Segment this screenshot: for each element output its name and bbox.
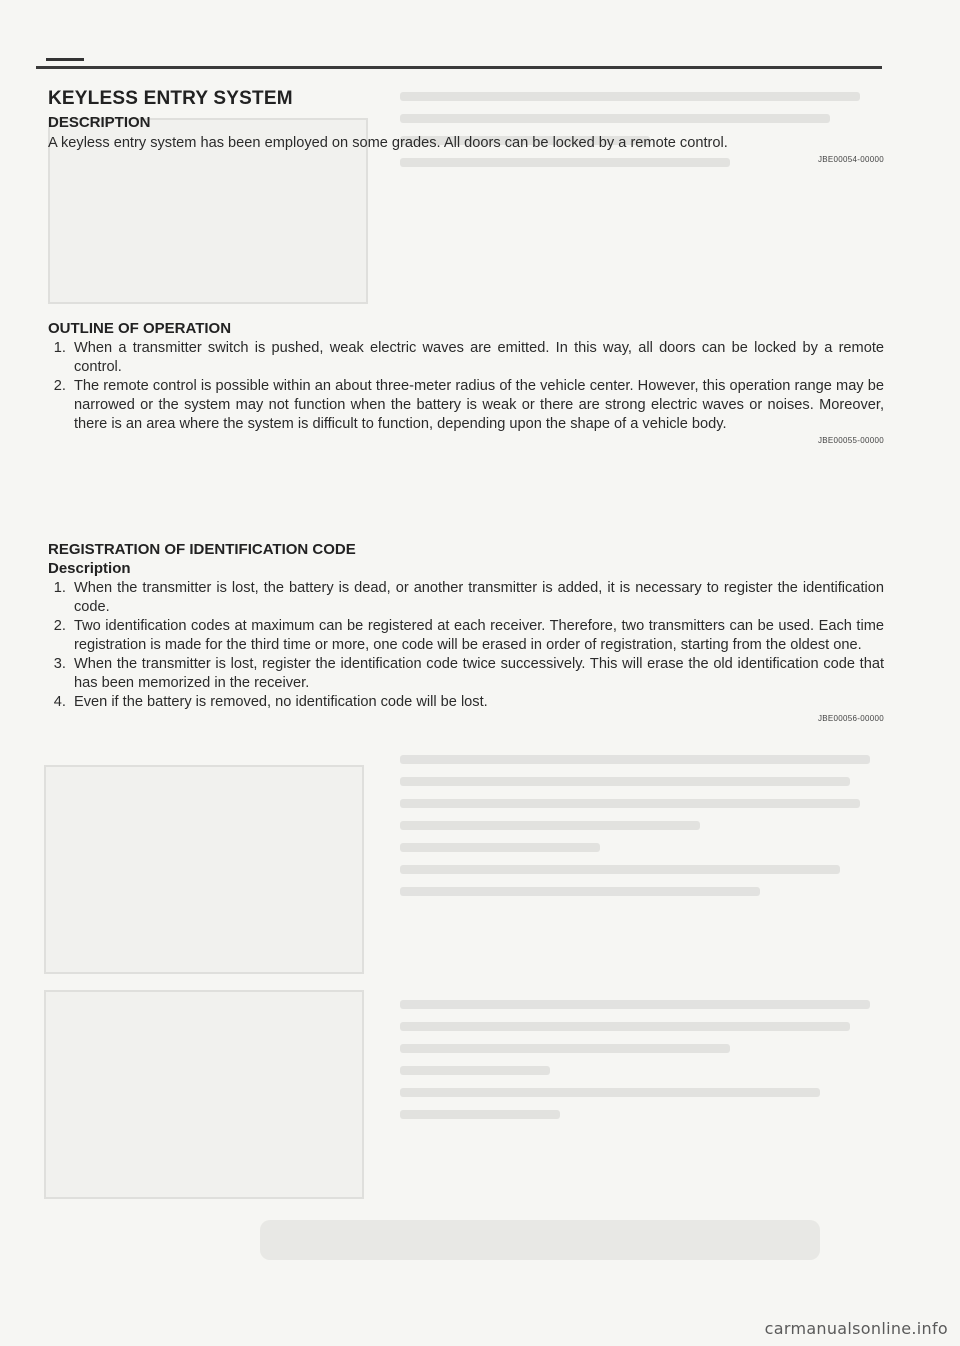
section-subtitle: Description [48,560,131,577]
header-mark [46,58,84,61]
bleed-through-text [400,1000,880,1132]
bleed-through-text [400,755,880,909]
section-title: OUTLINE OF OPERATION [48,320,232,337]
bleed-through-figure [44,765,364,974]
keyless-entry-section [48,88,884,164]
list-item: 2. Two identification codes at maximum can be registered at each receiver. Therefore, two transmitters can be used. Each time registration is made for the third time or more, one code will be erased in order of registration, starting from the oldest one. [70,617,884,655]
bleed-through-footer [260,1220,820,1260]
numbered-list [48,579,884,712]
section-title: KEYLESS ENTRY SYSTEM [48,88,293,109]
list-item: 1. When a transmitter switch is pushed, weak electric waves are emitted. In this way, all doors can be locked by a remote control. [70,339,884,377]
reference-code: JBE00056-00000 [817,714,884,723]
registration-section [48,541,884,723]
list-item: 4. Even if the battery is removed, no identification code will be lost. [70,693,884,712]
section-title: REGISTRATION OF IDENTIFICATION CODE [48,541,356,558]
reference-code: JBE00055-00000 [817,436,884,445]
outline-of-operation-section [48,320,884,445]
numbered-list [48,339,884,434]
list-item: 3. When the transmitter is lost, register the identification code twice successively. This will erase the old identification code that has been memorized in the receiver. [70,655,884,693]
bleed-through-figure [44,990,364,1199]
watermark-text: carmanualsonline.info [764,1319,948,1338]
header-rule [36,66,882,69]
list-item: 2. The remote control is possible within an about three-meter radius of the vehicle center. However, this operation range may be narrowed or the system may not function when the battery is weak or there are strong electric waves or noises. Moreover, there is an area where the system is difficult to function, depending upon the shape of a vehicle body. [70,377,884,434]
list-item: 1. When the transmitter is lost, the battery is dead, or another transmitter is added, it is necessary to register the identification code. [70,579,884,617]
section-subtitle: DESCRIPTION [48,114,151,131]
description-text: A keyless entry system has been employed on some grades. All doors can be locked by a remote control. [48,135,728,151]
reference-code: JBE00054-00000 [817,155,884,164]
